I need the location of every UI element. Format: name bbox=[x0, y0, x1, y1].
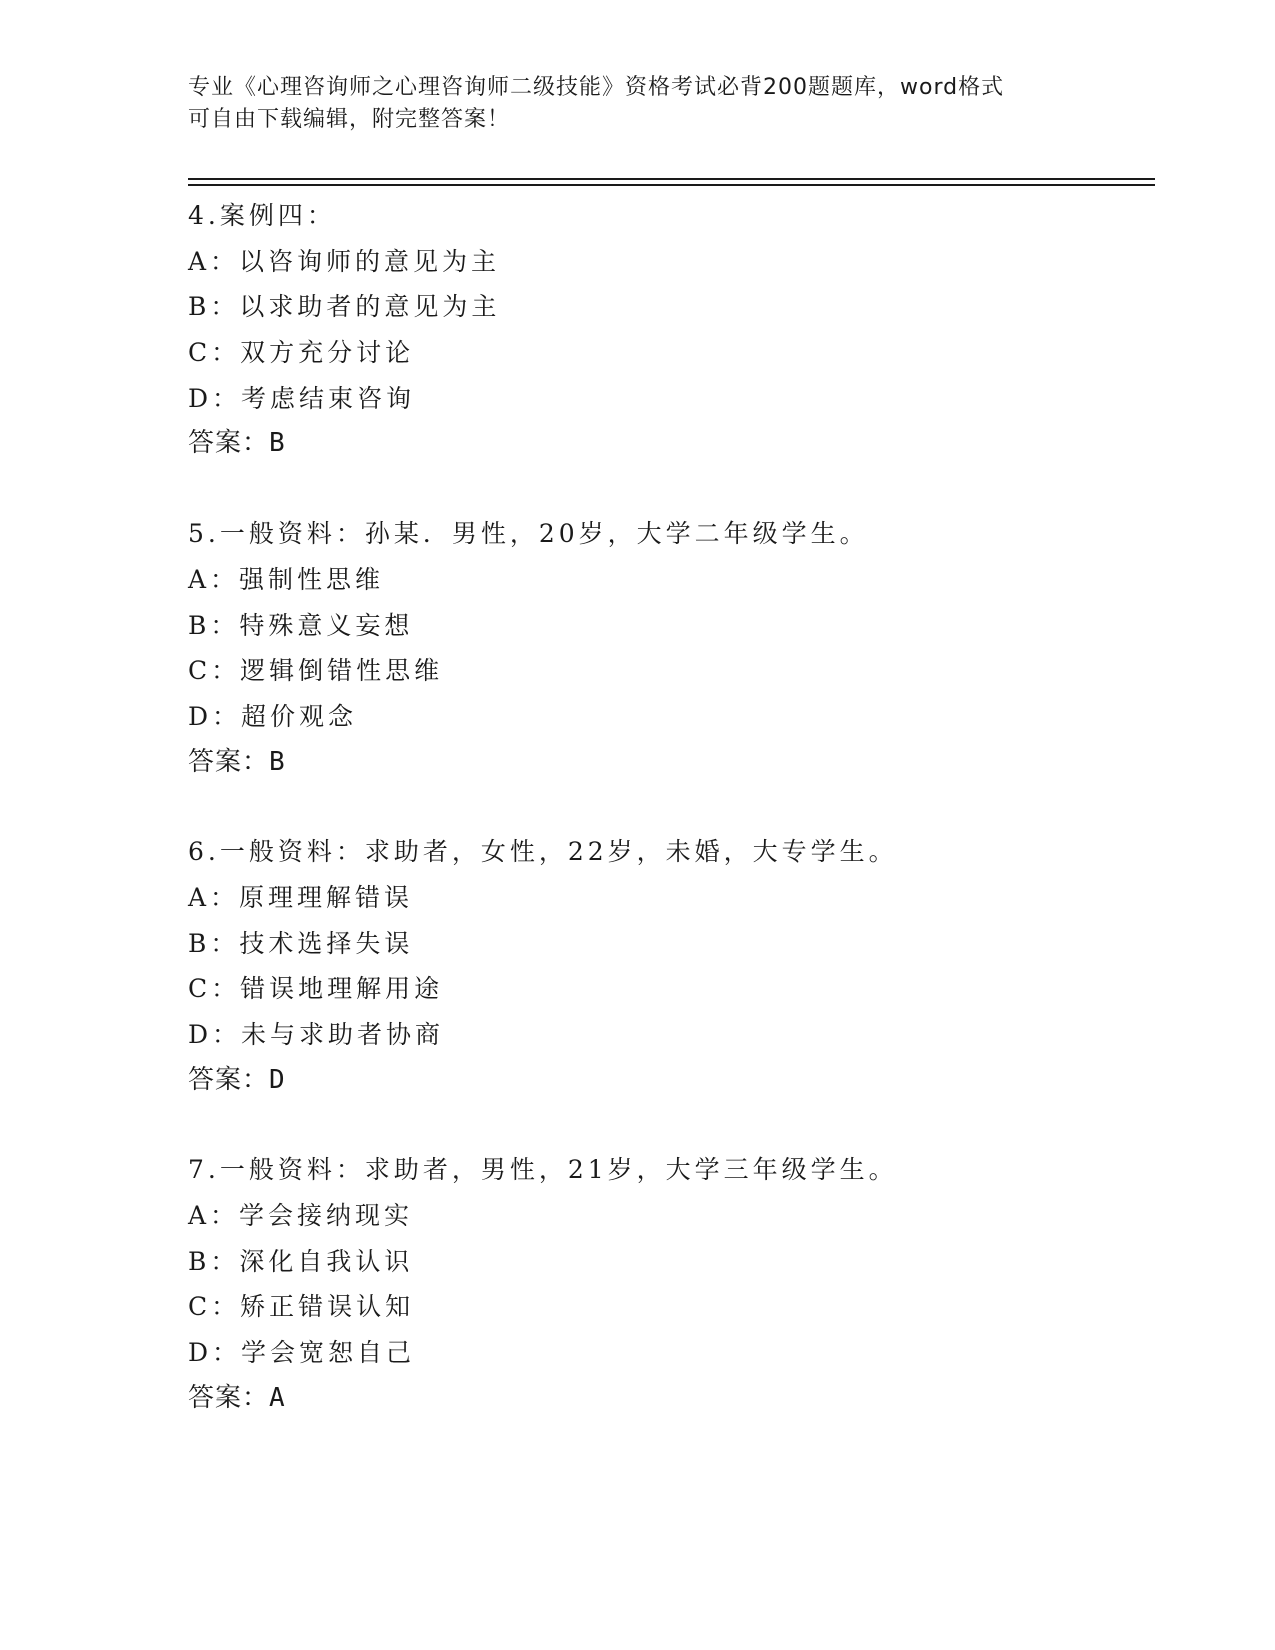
question-stem: 4.案例四： bbox=[188, 201, 336, 230]
option-c: C：双方充分讨论 bbox=[188, 338, 415, 368]
option-a: A：强制性思维 bbox=[188, 564, 385, 594]
option-d: D：未与求助者协商 bbox=[188, 1020, 445, 1049]
header-title-line-1: 专业《心理咨询师之心理咨询师二级技能》资格考试必背200题题库，word格式 bbox=[188, 75, 1005, 100]
option-c: C：矫正错误认知 bbox=[188, 1292, 415, 1322]
option-a: A：以咨询师的意见为主 bbox=[188, 246, 501, 276]
question-7 bbox=[188, 1147, 1148, 1421]
question-stem: 5.一般资料：孙某．男性，20岁，大学二年级学生。 bbox=[188, 519, 869, 549]
answer-label: 答案： bbox=[188, 1064, 270, 1095]
answer-label: 答案： bbox=[188, 746, 270, 777]
option-a: A：学会接纳现实 bbox=[188, 1201, 414, 1231]
answer-value: B bbox=[269, 428, 286, 459]
answer-label: 答案： bbox=[188, 1382, 270, 1413]
question-6 bbox=[188, 829, 1148, 1103]
answer-line bbox=[188, 421, 1148, 467]
question-stem: 7.一般资料：求助者，男性，21岁，大学三年级学生。 bbox=[188, 1155, 898, 1185]
answer-value: D bbox=[269, 1064, 286, 1095]
answer-value: A bbox=[269, 1382, 286, 1413]
question-4 bbox=[188, 193, 1148, 467]
answer-label: 答案： bbox=[188, 428, 270, 459]
option-b: B：技术选择失误 bbox=[188, 928, 414, 958]
header-title-line-2: 可自由下载编辑，附完整答案！ bbox=[188, 107, 511, 132]
question-stem: 6.一般资料：求助者，女性，22岁，未婚，大专学生。 bbox=[188, 837, 898, 867]
option-b: B：以求助者的意见为主 bbox=[188, 292, 501, 322]
option-a: A：原理理解错误 bbox=[188, 882, 414, 912]
header-divider-bottom bbox=[188, 184, 1155, 186]
question-list bbox=[188, 193, 1148, 1466]
document-header bbox=[188, 72, 1088, 136]
answer-line bbox=[188, 740, 1148, 786]
option-c: C：逻辑倒错性思维 bbox=[188, 656, 444, 686]
option-d: D：学会宽恕自己 bbox=[188, 1338, 416, 1368]
option-d: D：考虑结束咨询 bbox=[188, 383, 416, 413]
answer-line bbox=[188, 1376, 1148, 1422]
question-5 bbox=[188, 511, 1148, 785]
answer-line bbox=[188, 1058, 1148, 1104]
option-b: B：深化自我认识 bbox=[188, 1246, 414, 1276]
answer-value: B bbox=[269, 746, 286, 777]
option-c: C：错误地理解用途 bbox=[188, 974, 444, 1004]
header-divider-top bbox=[188, 178, 1155, 180]
option-d: D：超价观念 bbox=[188, 701, 358, 731]
option-b: B：特殊意义妄想 bbox=[188, 610, 414, 640]
